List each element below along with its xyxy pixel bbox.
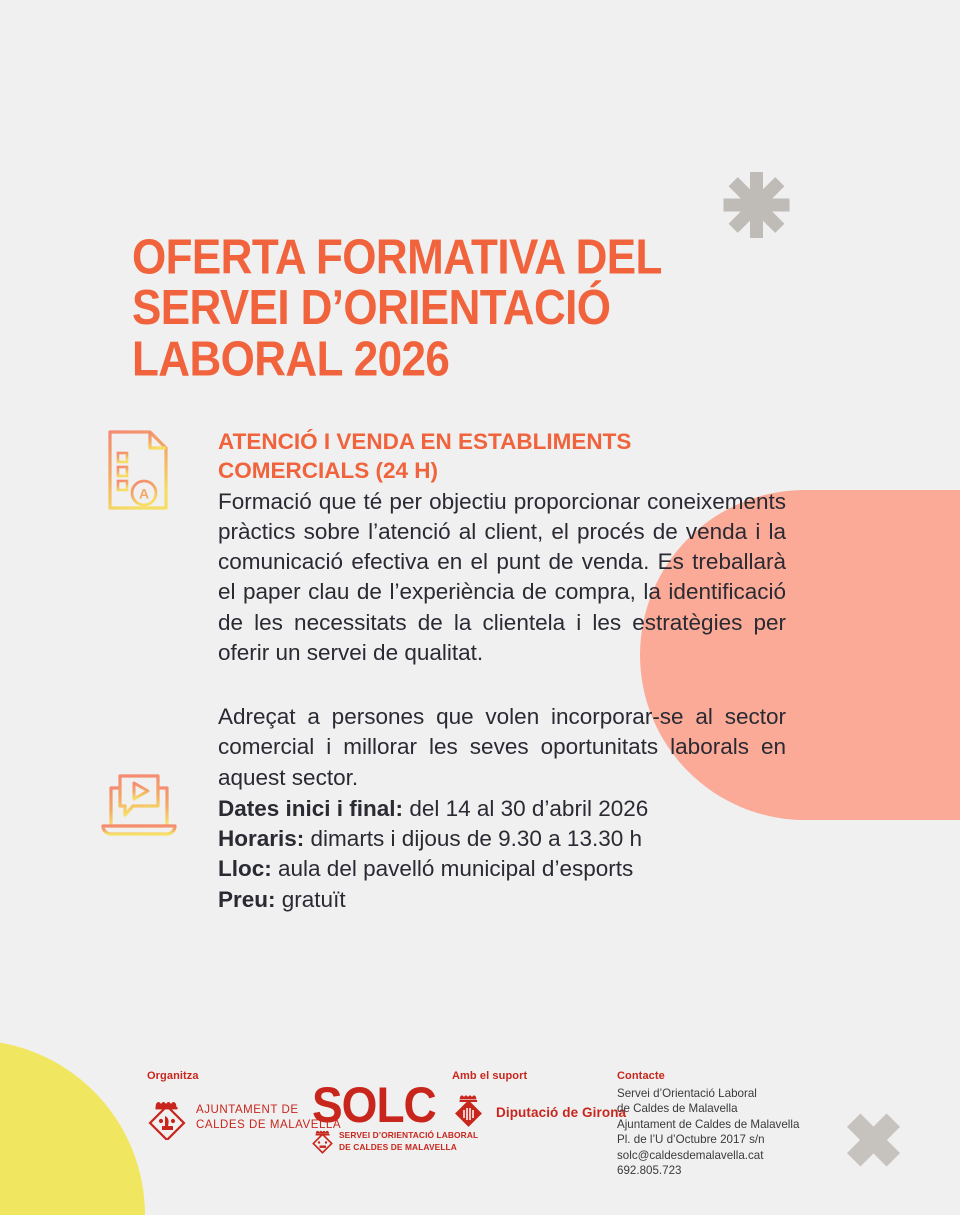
detail-row-preu	[218, 885, 786, 915]
laptop-video-icon	[100, 768, 178, 840]
contacte-label: Contacte	[617, 1070, 665, 1082]
course-heading-line-1: ATENCIÓ I VENDA EN ESTABLIMENTS	[218, 429, 632, 454]
page-title-line-2: SERVEI D’ORIENTACIÓ	[132, 280, 611, 336]
paragraph-spacer	[218, 668, 786, 702]
diputacio-crest-icon	[452, 1092, 488, 1132]
diputacio-logo-block	[452, 1092, 626, 1132]
detail-row-dates	[218, 794, 786, 824]
solc-subtitle	[339, 1130, 478, 1153]
page-title-line-3: LABORAL 2026	[132, 331, 450, 387]
course-paragraph-2: Adreçat a persones que volen incorporar-se al sector comercial i millorar les seves oportunitats laborals en aquest sector.	[218, 704, 786, 790]
page-title	[132, 229, 832, 387]
ajuntament-name-line-1: AJUNTAMENT DE	[196, 1104, 299, 1117]
detail-value-dates: del 14 al 30 d’abril 2026	[409, 795, 649, 821]
detail-label-horaris: Horaris:	[218, 826, 305, 852]
page-title-line-1: OFERTA FORMATIVA DEL	[132, 229, 662, 285]
contact-line-1: Servei d’Orientació Laboral	[617, 1087, 757, 1100]
svg-text:A: A	[138, 485, 150, 502]
suport-label: Amb el suport	[452, 1070, 528, 1082]
document-checklist-icon	[104, 428, 172, 512]
detail-value-horaris: dimarts i dijous de 9.30 a 13.30 h	[310, 826, 643, 852]
ajuntament-name-line-2: CALDES DE MALAVELLA	[196, 1119, 342, 1131]
course-heading	[218, 428, 786, 486]
detail-value-preu: gratuït	[281, 886, 346, 912]
detail-label-preu: Preu:	[218, 886, 276, 912]
course-content	[218, 428, 786, 915]
solc-subtitle-line-2: DE CALDES DE MALAVELLA	[339, 1141, 457, 1152]
organitza-label: Organitza	[147, 1070, 199, 1082]
contact-details	[617, 1086, 799, 1178]
contact-phone[interactable]: 692.805.723	[617, 1164, 682, 1178]
asterisk-icon	[723, 172, 789, 238]
course-heading-line-2: COMERCIALS (24 H)	[218, 457, 439, 483]
course-details	[218, 794, 786, 915]
detail-value-lloc: aula del pavelló municipal d’esports	[278, 856, 634, 882]
detail-row-horaris	[218, 824, 786, 854]
contact-line-4: Pl. de l’U d’Octubre 2017 s/n	[617, 1133, 765, 1147]
detail-row-lloc	[218, 854, 786, 884]
contact-email[interactable]: solc@caldesdemalavella.cat	[617, 1148, 764, 1162]
ajuntament-crest-icon	[147, 1096, 187, 1140]
contact-line-3: Ajuntament de Caldes de Malavella	[617, 1117, 800, 1131]
contact-line-2: de Caldes de Malavella	[617, 1102, 738, 1116]
course-paragraph-1: Formació que té per objectiu proporcionar coneixements pràctics sobre l’atenció al client, el procés de venda i la comunicació efectiva en el punt de venda. Es treballarà el paper clau de l’experiència de compra, la identificació de les necessitats de la clientela i les estratègies per oferir un servei de qualitat.	[218, 488, 786, 665]
footer	[0, 1062, 960, 1200]
diputacio-name: Diputació de Girona	[496, 1104, 627, 1120]
detail-label-lloc: Lloc:	[218, 856, 272, 882]
solc-subtitle-line-1: SERVEI D’ORIENTACIÓ LABORAL	[339, 1130, 479, 1141]
detail-label-dates: Dates inici i final:	[218, 795, 404, 821]
solc-wordmark: SOLC	[312, 1076, 436, 1133]
